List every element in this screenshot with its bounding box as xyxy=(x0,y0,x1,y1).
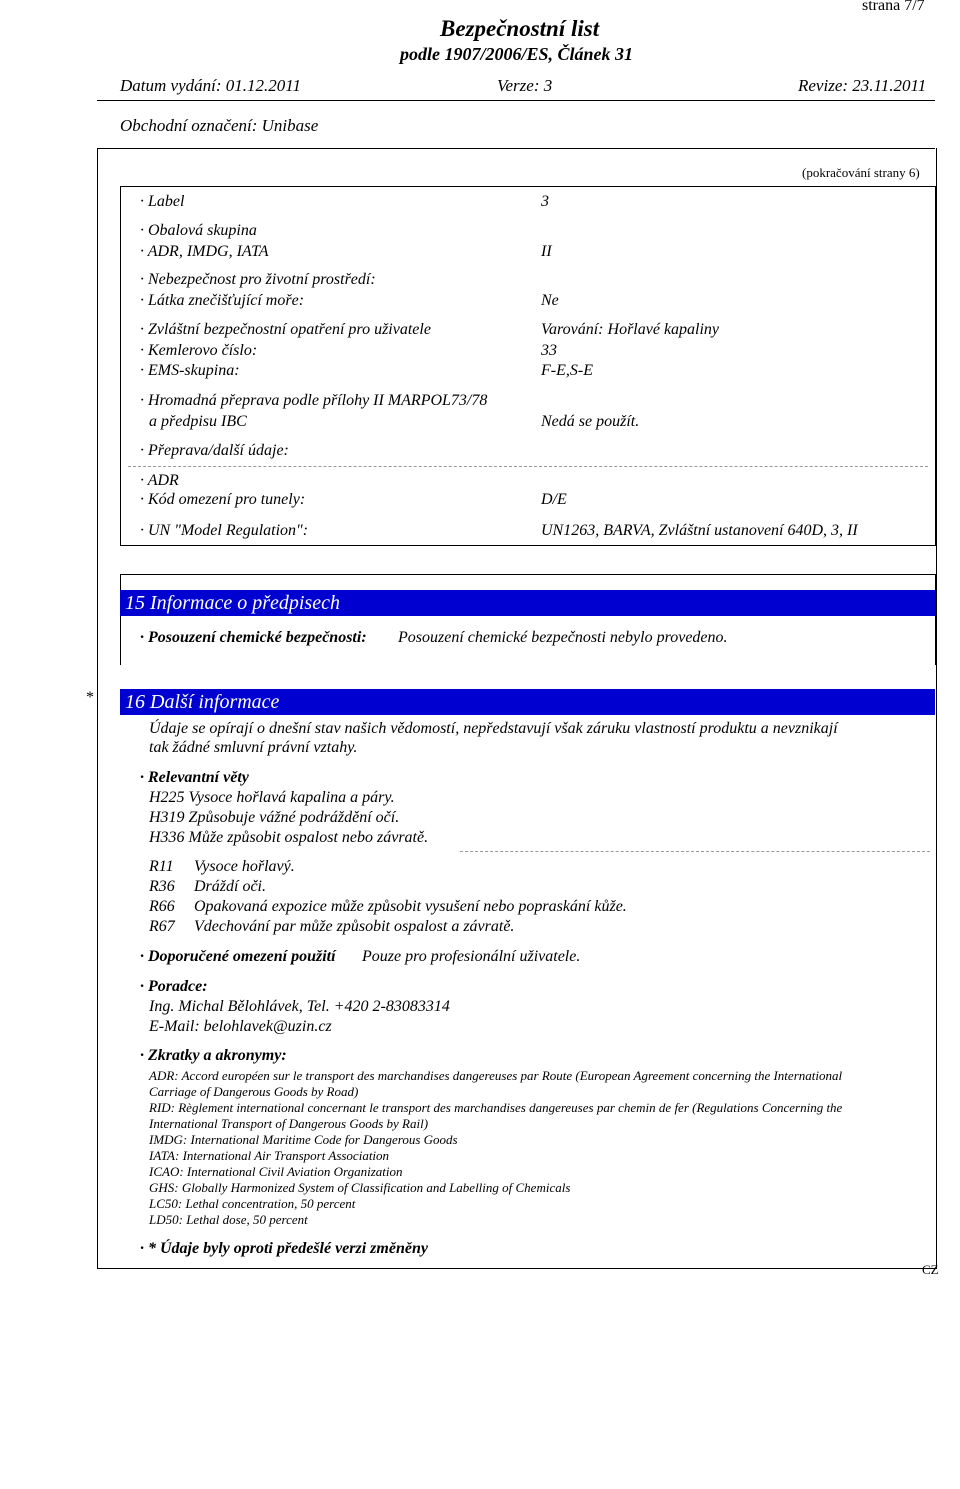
abbrev-line: IMDG: International Maritime Code for Dangerous Goods xyxy=(149,1132,458,1147)
language-code: CZ xyxy=(922,1262,939,1277)
r-phrase-code: R66 xyxy=(149,898,175,915)
transport-divider xyxy=(128,466,928,467)
packing-group-key: · ADR, IMDG, IATA xyxy=(140,243,269,260)
packing-group-value: II xyxy=(541,243,552,260)
r-phrase-text: Dráždí oči. xyxy=(194,878,266,895)
label-value: 3 xyxy=(541,193,549,210)
un-model-key: · UN "Model Regulation": xyxy=(140,522,309,539)
special-precautions-key: · Zvláštní bezpečnostní opatření pro uživatele xyxy=(140,321,431,338)
bulk-transport-line2: a předpisu IBC xyxy=(149,413,247,430)
ems-key: · EMS-skupina: xyxy=(140,362,240,379)
continuation-note: (pokračování strany 6) xyxy=(802,165,920,180)
r-phrase-text: Opakovaná expozice může způsobit vysušení nebo popraskání kůže. xyxy=(194,898,627,915)
marine-pollutant-value: Ne xyxy=(541,292,559,309)
r-phrase-code: R11 xyxy=(149,858,174,875)
special-precautions-value: Varování: Hořlavé kapaliny xyxy=(541,321,720,338)
document-subtitle: podle 1907/2006/ES, Článek 31 xyxy=(400,44,634,64)
packing-group-heading: · Obalová skupina xyxy=(140,222,257,239)
r-phrase-code: R36 xyxy=(149,878,175,895)
tunnel-code-value: D/E xyxy=(541,491,567,508)
change-marker: * xyxy=(86,689,94,706)
label-key: · Label xyxy=(140,193,185,210)
revision: Revize: 23.11.2011 xyxy=(798,76,927,95)
csa-value: Posouzení chemické bezpečnosti nebylo provedeno. xyxy=(398,629,728,646)
r-phrase-text: Vdechování par může způsobit ospalost a závratě. xyxy=(194,918,515,935)
abbrev-line: ICAO: International Civil Aviation Organization xyxy=(149,1164,403,1179)
h-phrase: H225 Vysoce hořlavá kapalina a páry. xyxy=(149,789,395,806)
advisor-email: E-Mail: belohlavek@uzin.cz xyxy=(149,1018,332,1035)
changed-note: · * Údaje byly oproti předešlé verzi změněny xyxy=(140,1240,428,1257)
document-title: Bezpečnostní list xyxy=(440,16,600,41)
restriction-value: Pouze pro profesionální uživatele. xyxy=(362,948,581,965)
bulk-transport-value: Nedá se použít. xyxy=(541,413,640,430)
abbrev-line: ADR: Accord européen sur le transport des marchandises dangereuses par Route (European Agreement concerning the International xyxy=(149,1068,843,1083)
section16-title: 16 Další informace xyxy=(120,689,935,715)
abbrev-line: RID: Règlement international concernant le transport des marchandises dangereuses par chemin de fer (Regulations Concerning the xyxy=(149,1100,843,1115)
advisor-name: Ing. Michal Bělohlávek, Tel. +420 2-83083314 xyxy=(149,998,450,1015)
relevant-phrases-heading: · Relevantní věty xyxy=(140,769,249,786)
phrases-divider xyxy=(460,851,930,852)
bulk-transport-line1: · Hromadná přeprava podle přílohy II MARPOL73/78 xyxy=(140,392,488,409)
section15-title: 15 Informace o předpisech xyxy=(120,590,935,616)
trade-name: Obchodní označení: Unibase xyxy=(120,116,319,135)
ems-value: F-E,S-E xyxy=(541,362,593,379)
marine-pollutant-key: · Látka znečišťující moře: xyxy=(140,292,305,309)
un-model-value: UN1263, BARVA, Zvláštní ustanovení 640D, 3, II xyxy=(541,522,858,539)
abbrev-line: LC50: Lethal concentration, 50 percent xyxy=(149,1196,356,1211)
kemler-value: 33 xyxy=(541,342,557,359)
kemler-key: · Kemlerovo číslo: xyxy=(140,342,258,359)
abbrev-heading: · Zkratky a akronymy: xyxy=(140,1047,287,1064)
env-hazard-heading: · Nebezpečnost pro životní prostředí: xyxy=(140,271,376,288)
intro-line1: Údaje se opírají o dnešní stav našich vědomostí, nepředstavují však záruku vlastností produktu a nevznikají xyxy=(149,720,838,737)
issue-date: Datum vydání: 01.12.2011 xyxy=(120,76,301,95)
intro-line2: tak žádné smluvní právní vztahy. xyxy=(149,739,358,756)
h-phrase: H319 Způsobuje vážné podráždění očí. xyxy=(149,809,400,826)
header-rule xyxy=(97,100,935,101)
adr-heading: · ADR xyxy=(140,472,179,489)
abbrev-line: International Transport of Dangerous Goods by Rail) xyxy=(149,1116,429,1131)
tunnel-code-key: · Kód omezení pro tunely: xyxy=(140,491,306,508)
abbrev-line: Carriage of Dangerous Goods by Road) xyxy=(149,1084,359,1099)
version: Verze: 3 xyxy=(497,76,553,95)
r-phrase-text: Vysoce hořlavý. xyxy=(194,858,295,875)
transport-other-heading: · Přeprava/další údaje: xyxy=(140,442,289,459)
restriction-key: · Doporučené omezení použití xyxy=(140,948,336,965)
advisor-heading: · Poradce: xyxy=(140,978,208,995)
abbrev-line: LD50: Lethal dose, 50 percent xyxy=(149,1212,308,1227)
h-phrase: H336 Může způsobit ospalost nebo závratě. xyxy=(149,829,429,846)
section15-box xyxy=(120,574,936,665)
r-phrase-code: R67 xyxy=(149,918,175,935)
page-number: strana 7/7 xyxy=(862,0,925,14)
abbrev-line: GHS: Globally Harmonized System of Classification and Labelling of Chemicals xyxy=(149,1180,571,1195)
abbrev-line: IATA: International Air Transport Association xyxy=(149,1148,390,1163)
csa-key: · Posouzení chemické bezpečnosti: xyxy=(140,629,367,646)
